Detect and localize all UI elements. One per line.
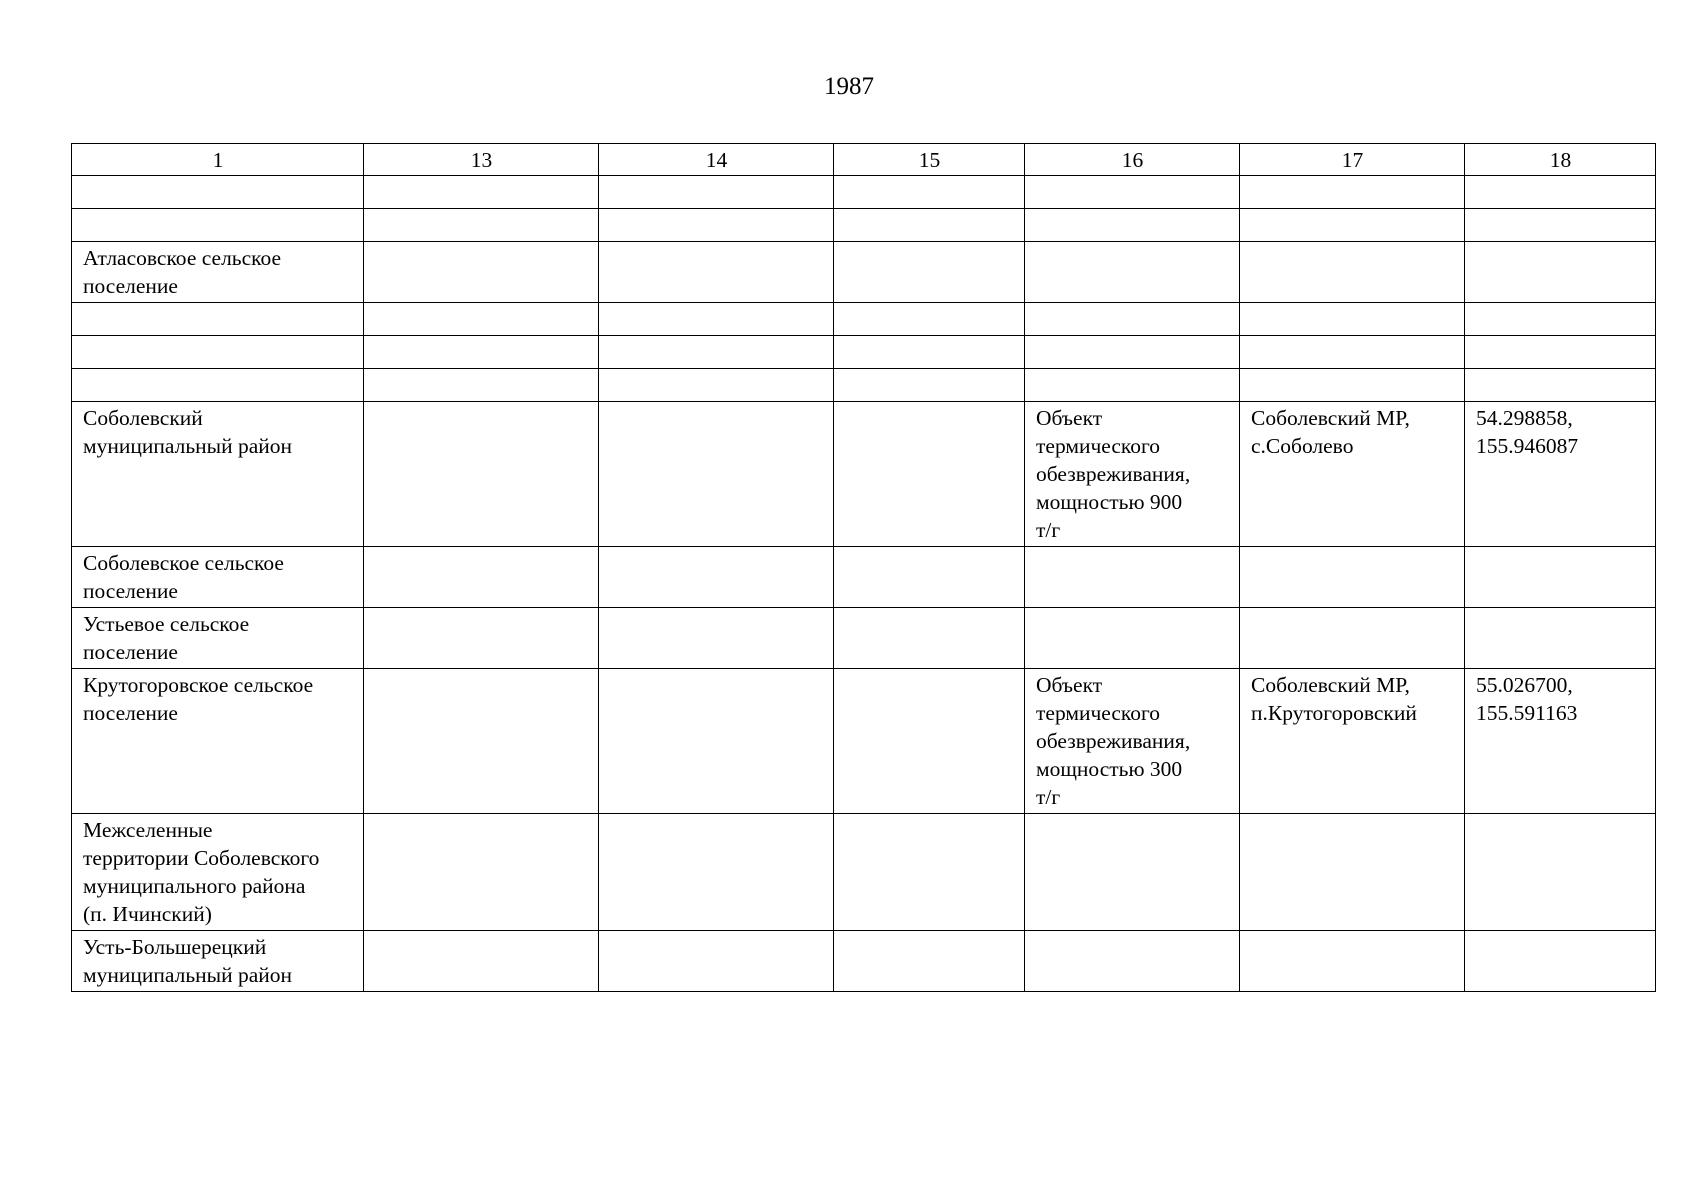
page-number: 1987	[824, 73, 874, 100]
table-cell-col-14	[599, 814, 834, 931]
table-cell-col-1	[72, 669, 364, 814]
table-cell-col-1	[72, 814, 364, 931]
cell-text: Устьевое сельское поселение	[83, 612, 250, 664]
table-cell-col-13	[364, 242, 599, 303]
table-cell-col-1	[72, 242, 364, 303]
table-cell-col-13	[364, 814, 599, 931]
cell-text: Объект термического обезвреживания, мощностью 300 т/г	[1036, 673, 1191, 809]
table-cell-col-13	[364, 336, 599, 369]
cell-text: Крутогоровское сельское поселение	[83, 673, 314, 725]
table-cell-col-1	[72, 369, 364, 402]
cell-text: Соболевское сельское поселение	[83, 551, 284, 603]
table-cell-col-15	[834, 669, 1025, 814]
table-cell-col-16	[1025, 176, 1240, 209]
column-header-1: 1	[72, 144, 364, 176]
table-cell-col-13	[364, 303, 599, 336]
table-row	[72, 814, 1656, 931]
table-cell-col-18	[1465, 402, 1656, 547]
column-header-13: 13	[364, 144, 599, 176]
table-cell-col-15	[834, 303, 1025, 336]
table-cell-col-14	[599, 931, 834, 992]
table-cell-col-14	[599, 608, 834, 669]
table-cell-col-1	[72, 608, 364, 669]
table-cell-col-1	[72, 209, 364, 242]
table-cell-col-17	[1240, 608, 1465, 669]
table-cell-col-16	[1025, 931, 1240, 992]
table-cell-col-18	[1465, 209, 1656, 242]
table-cell-col-18	[1465, 242, 1656, 303]
cell-text: Атласовское сельское поселение	[83, 246, 282, 298]
table-cell-col-14	[599, 209, 834, 242]
table-row	[72, 402, 1656, 547]
table-row	[72, 931, 1656, 992]
table-cell-col-15	[834, 336, 1025, 369]
table-cell-col-16	[1025, 669, 1240, 814]
table-row	[72, 336, 1656, 369]
table-cell-col-14	[599, 369, 834, 402]
table-cell-col-18	[1465, 176, 1656, 209]
table-cell-col-1	[72, 336, 364, 369]
table-row	[72, 209, 1656, 242]
table-row	[72, 303, 1656, 336]
table-cell-col-15	[834, 931, 1025, 992]
data-table	[71, 143, 1656, 992]
table-cell-col-13	[364, 669, 599, 814]
table-cell-col-18	[1465, 814, 1656, 931]
table-cell-col-15	[834, 369, 1025, 402]
table-cell-col-18	[1465, 608, 1656, 669]
table-cell-col-1	[72, 303, 364, 336]
table-cell-col-14	[599, 176, 834, 209]
table-cell-col-13	[364, 931, 599, 992]
table-cell-col-16	[1025, 336, 1240, 369]
cell-text: Усть-Большерецкий муниципальный район	[83, 935, 293, 987]
table-cell-col-15	[834, 608, 1025, 669]
table-row	[72, 547, 1656, 608]
table-cell-col-15	[834, 209, 1025, 242]
column-header-14: 14	[599, 144, 834, 176]
table-cell-col-15	[834, 814, 1025, 931]
table-cell-col-16	[1025, 547, 1240, 608]
table-cell-col-16	[1025, 369, 1240, 402]
table-cell-col-17	[1240, 931, 1465, 992]
table-cell-col-13	[364, 176, 599, 209]
table-row	[72, 608, 1656, 669]
table-body	[72, 176, 1656, 992]
cell-text: Соболевский муниципальный район	[83, 406, 293, 458]
table-cell-col-15	[834, 242, 1025, 303]
column-header-18: 18	[1465, 144, 1656, 176]
table-cell-col-15	[834, 176, 1025, 209]
table-cell-col-17	[1240, 669, 1465, 814]
table-row	[72, 669, 1656, 814]
column-header-16: 16	[1025, 144, 1240, 176]
table-cell-col-17	[1240, 402, 1465, 547]
table-cell-col-13	[364, 402, 599, 547]
table-cell-col-1	[72, 176, 364, 209]
header-row	[72, 144, 1656, 176]
cell-text: Межселенные территории Соболевского муниципального района (п. Ичинский)	[83, 818, 320, 926]
table-cell-col-18	[1465, 547, 1656, 608]
table-cell-col-16	[1025, 209, 1240, 242]
table-cell-col-17	[1240, 369, 1465, 402]
table-cell-col-17	[1240, 547, 1465, 608]
table-cell-col-18	[1465, 669, 1656, 814]
table-cell-col-16	[1025, 608, 1240, 669]
table-cell-col-18	[1465, 336, 1656, 369]
table-cell-col-15	[834, 402, 1025, 547]
cell-text: Соболевский МР, п.Крутогоровский	[1251, 673, 1417, 725]
table-cell-col-14	[599, 669, 834, 814]
table-cell-col-14	[599, 336, 834, 369]
table-cell-col-17	[1240, 176, 1465, 209]
table-cell-col-17	[1240, 209, 1465, 242]
table-cell-col-13	[364, 209, 599, 242]
table-cell-col-16	[1025, 242, 1240, 303]
table-cell-col-17	[1240, 814, 1465, 931]
table-cell-col-15	[834, 547, 1025, 608]
table-cell-col-16	[1025, 402, 1240, 547]
table-cell-col-17	[1240, 303, 1465, 336]
table-cell-col-18	[1465, 931, 1656, 992]
column-header-17: 17	[1240, 144, 1465, 176]
table-cell-col-17	[1240, 336, 1465, 369]
table-row	[72, 176, 1656, 209]
table-cell-col-14	[599, 242, 834, 303]
table-cell-col-1	[72, 402, 364, 547]
table-cell-col-18	[1465, 369, 1656, 402]
cell-text: 54.298858, 155.946087	[1476, 406, 1579, 458]
column-header-15: 15	[834, 144, 1025, 176]
table-cell-col-17	[1240, 242, 1465, 303]
table-cell-col-13	[364, 547, 599, 608]
table-cell-col-14	[599, 402, 834, 547]
table-cell-col-1	[72, 931, 364, 992]
table-cell-col-18	[1465, 303, 1656, 336]
cell-text: Объект термического обезвреживания, мощностью 900 т/г	[1036, 406, 1191, 542]
table-row	[72, 242, 1656, 303]
table-cell-col-14	[599, 547, 834, 608]
table-cell-col-16	[1025, 303, 1240, 336]
table-cell-col-14	[599, 303, 834, 336]
cell-text: 55.026700, 155.591163	[1476, 673, 1578, 725]
table-cell-col-13	[364, 608, 599, 669]
table-cell-col-1	[72, 547, 364, 608]
cell-text: Соболевский МР, с.Соболево	[1251, 406, 1410, 458]
table-cell-col-16	[1025, 814, 1240, 931]
table-row	[72, 369, 1656, 402]
table-cell-col-13	[364, 369, 599, 402]
